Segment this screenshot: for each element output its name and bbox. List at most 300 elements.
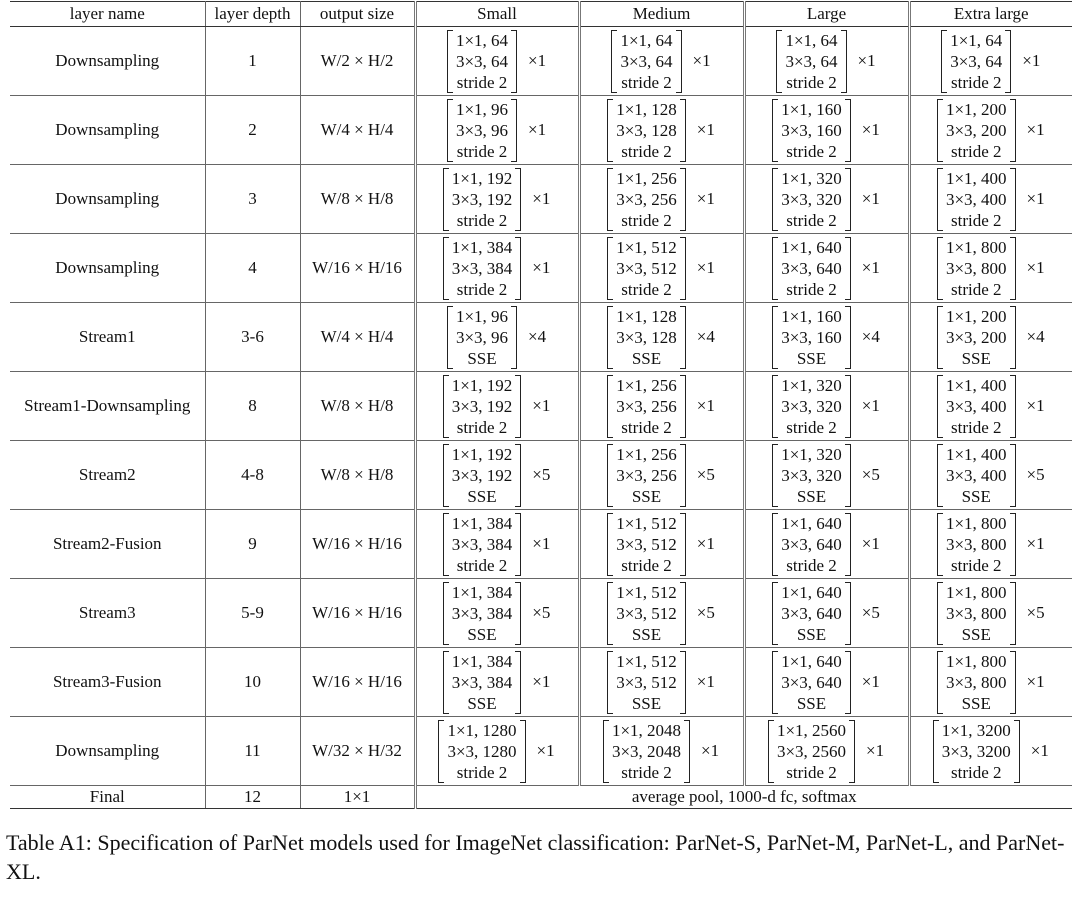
- spec-line: 1×1, 384: [451, 513, 513, 533]
- spec-line: stride 2: [950, 210, 1002, 230]
- spec-line: SSE: [467, 624, 497, 644]
- spec-line: 3×3, 1280: [447, 741, 517, 761]
- spec-line: 3×3, 640: [781, 672, 842, 692]
- table-row: [10, 579, 1072, 648]
- model-spec-cell: [909, 510, 1072, 579]
- matrix-bracket: [607, 375, 686, 438]
- spec-line: 1×1, 192: [451, 168, 513, 188]
- model-spec-cell: [909, 372, 1072, 441]
- matrix-bracket: [937, 306, 1016, 369]
- model-spec-cell: [415, 234, 579, 303]
- repeat-multiplier: ×1: [692, 51, 711, 70]
- spec-line: 1×1, 64: [455, 30, 509, 50]
- matrix-bracket: [772, 651, 851, 714]
- output-size-cell: W/16 × H/16: [300, 579, 415, 648]
- spec-group: [581, 30, 743, 93]
- output-size-cell: W/16 × H/16: [300, 510, 415, 579]
- spec-line: 1×1, 256: [616, 444, 677, 464]
- output-size-cell: W/4 × H/4: [300, 96, 415, 165]
- repeat-multiplier: ×1: [1022, 51, 1041, 70]
- spec-line: 3×3, 64: [620, 51, 673, 71]
- repeat-multiplier: ×5: [532, 465, 551, 484]
- header-cell: Small: [415, 2, 579, 27]
- matrix-bracket: [768, 720, 855, 783]
- spec-line: 3×3, 128: [616, 120, 677, 140]
- spec-line: stride 2: [621, 210, 672, 230]
- spec-line: 3×3, 192: [451, 465, 513, 485]
- spec-line: 3×3, 64: [455, 51, 509, 71]
- repeat-multiplier: ×1: [1026, 672, 1045, 691]
- spec-line: 1×1, 2048: [611, 720, 682, 740]
- table-row: [10, 717, 1072, 786]
- spec-line: SSE: [631, 486, 662, 506]
- model-spec-cell: [579, 648, 744, 717]
- spec-line: 1×1, 320: [781, 375, 842, 395]
- spec-line: 3×3, 2048: [611, 741, 682, 761]
- spec-line: 1×1, 192: [451, 375, 513, 395]
- table-row: [10, 165, 1072, 234]
- spec-line: 1×1, 400: [945, 444, 1007, 464]
- layer-depth-cell: 4: [205, 234, 300, 303]
- spec-line: 1×1, 160: [781, 99, 842, 119]
- model-spec-cell: [579, 303, 744, 372]
- model-spec-cell: [909, 234, 1072, 303]
- spec-line: stride 2: [950, 279, 1002, 299]
- model-spec-cell: [909, 648, 1072, 717]
- spec-group: [417, 168, 578, 231]
- matrix-bracket: [611, 30, 681, 93]
- spec-line: 3×3, 400: [945, 396, 1007, 416]
- spec-line: 3×3, 64: [950, 51, 1003, 71]
- spec-line: 3×3, 256: [616, 396, 677, 416]
- spec-line: SSE: [796, 624, 827, 644]
- spec-line: SSE: [467, 348, 497, 368]
- spec-line: 3×3, 640: [781, 534, 842, 554]
- table-row: [10, 234, 1072, 303]
- spec-table: [10, 1, 1072, 809]
- matrix-bracket: [937, 99, 1016, 162]
- spec-line: stride 2: [456, 141, 508, 161]
- layer-depth-cell: 10: [205, 648, 300, 717]
- layer-depth-cell: 5-9: [205, 579, 300, 648]
- spec-line: 1×1, 128: [616, 99, 677, 119]
- spec-line: 1×1, 96: [455, 99, 509, 119]
- spec-line: 1×1, 800: [945, 513, 1007, 533]
- repeat-multiplier: ×1: [1026, 396, 1045, 415]
- spec-group: [581, 444, 743, 507]
- matrix-bracket: [443, 513, 522, 576]
- spec-line: stride 2: [786, 210, 837, 230]
- matrix-bracket: [607, 651, 686, 714]
- repeat-multiplier: ×1: [701, 741, 720, 760]
- spec-line: 1×1, 800: [945, 582, 1007, 602]
- output-size-cell: W/16 × H/16: [300, 648, 415, 717]
- spec-group: [581, 237, 743, 300]
- spec-line: 3×3, 96: [455, 120, 509, 140]
- repeat-multiplier: ×1: [532, 534, 551, 553]
- header-cell: Large: [744, 2, 909, 27]
- spec-line: 3×3, 800: [945, 534, 1007, 554]
- model-spec-cell: [579, 165, 744, 234]
- spec-line: 3×3, 640: [781, 258, 842, 278]
- spec-line: 1×1, 1280: [447, 720, 517, 740]
- spec-line: 3×3, 512: [616, 603, 677, 623]
- table-body: [10, 27, 1072, 809]
- matrix-bracket: [447, 30, 517, 93]
- spec-line: SSE: [961, 486, 991, 506]
- spec-group: [746, 444, 908, 507]
- spec-group: [581, 720, 743, 783]
- model-spec-cell: [415, 510, 579, 579]
- output-size-cell: W/8 × H/8: [300, 372, 415, 441]
- repeat-multiplier: ×5: [861, 603, 880, 622]
- repeat-multiplier: ×1: [1026, 120, 1045, 139]
- matrix-bracket: [443, 237, 522, 300]
- model-spec-cell: [579, 717, 744, 786]
- spec-group: [417, 651, 578, 714]
- spec-line: 1×1, 384: [451, 651, 513, 671]
- table-caption: Table A1: Specification of ParNet models used for ImageNet classification: ParNet-S, ParNet-M, ParNet-L, and ParNet-XL.: [6, 830, 1065, 884]
- matrix-bracket: [443, 582, 522, 645]
- spec-line: 3×3, 400: [945, 465, 1007, 485]
- matrix-bracket: [447, 306, 517, 369]
- matrix-bracket: [772, 513, 851, 576]
- matrix-bracket: [447, 99, 517, 162]
- spec-line: stride 2: [950, 762, 1002, 782]
- repeat-multiplier: ×1: [532, 189, 551, 208]
- spec-line: 1×1, 640: [781, 237, 842, 257]
- model-spec-cell: [579, 510, 744, 579]
- matrix-bracket: [772, 237, 851, 300]
- spec-line: 3×3, 128: [616, 327, 677, 347]
- spec-line: stride 2: [950, 141, 1002, 161]
- matrix-bracket: [443, 375, 522, 438]
- spec-group: [746, 30, 908, 93]
- spec-line: 1×1, 640: [781, 582, 842, 602]
- spec-line: 3×3, 320: [781, 189, 842, 209]
- spec-group: [746, 651, 908, 714]
- model-spec-cell: [744, 510, 909, 579]
- model-spec-cell: [744, 96, 909, 165]
- repeat-multiplier: ×5: [696, 465, 715, 484]
- spec-line: 1×1, 512: [616, 651, 677, 671]
- spec-line: 3×3, 96: [455, 327, 509, 347]
- spec-group: [911, 30, 1073, 93]
- spec-line: 3×3, 256: [616, 189, 677, 209]
- spec-line: stride 2: [786, 141, 837, 161]
- repeat-multiplier: ×1: [861, 120, 880, 139]
- layer-depth-cell: 2: [205, 96, 300, 165]
- spec-group: [417, 513, 578, 576]
- spec-group: [417, 30, 578, 93]
- repeat-multiplier: ×1: [532, 396, 551, 415]
- model-spec-cell: [909, 165, 1072, 234]
- spec-line: 3×3, 192: [451, 396, 513, 416]
- spec-group: [581, 375, 743, 438]
- spec-line: stride 2: [786, 555, 837, 575]
- spec-line: 1×1, 128: [616, 306, 677, 326]
- output-size-cell: 1×1: [300, 786, 415, 809]
- spec-line: stride 2: [786, 279, 837, 299]
- repeat-multiplier: ×1: [536, 741, 555, 760]
- repeat-multiplier: ×1: [696, 396, 715, 415]
- spec-line: 1×1, 192: [451, 444, 513, 464]
- spec-line: SSE: [467, 693, 497, 713]
- layer-depth-cell: 12: [205, 786, 300, 809]
- matrix-bracket: [937, 582, 1016, 645]
- spec-line: 3×3, 800: [945, 672, 1007, 692]
- model-spec-cell: [415, 96, 579, 165]
- model-spec-cell: [579, 579, 744, 648]
- spec-line: stride 2: [456, 417, 508, 437]
- spec-line: 1×1, 160: [781, 306, 842, 326]
- spec-line: 3×3, 512: [616, 534, 677, 554]
- model-spec-cell: [744, 648, 909, 717]
- spec-line: SSE: [631, 348, 662, 368]
- matrix-bracket: [607, 582, 686, 645]
- spec-group: [911, 375, 1073, 438]
- spec-line: 1×1, 400: [945, 168, 1007, 188]
- matrix-bracket: [772, 582, 851, 645]
- repeat-multiplier: ×1: [528, 51, 547, 70]
- spec-line: SSE: [467, 486, 497, 506]
- layer-depth-cell: 3-6: [205, 303, 300, 372]
- repeat-multiplier: ×4: [528, 327, 547, 346]
- model-spec-cell: [744, 303, 909, 372]
- output-size-cell: W/8 × H/8: [300, 165, 415, 234]
- table-row: [10, 303, 1072, 372]
- model-spec-cell: [744, 717, 909, 786]
- spec-line: stride 2: [786, 762, 837, 782]
- spec-line: 1×1, 64: [620, 30, 673, 50]
- repeat-multiplier: ×1: [696, 189, 715, 208]
- spec-line: stride 2: [621, 762, 672, 782]
- final-spec-cell: average pool, 1000-d fc, softmax: [415, 786, 1072, 809]
- matrix-bracket: [607, 513, 686, 576]
- table-row: [10, 372, 1072, 441]
- spec-group: [581, 651, 743, 714]
- table-header-row: [10, 2, 1072, 27]
- matrix-bracket: [607, 444, 686, 507]
- spec-line: 3×3, 320: [781, 465, 842, 485]
- output-size-cell: W/8 × H/8: [300, 441, 415, 510]
- layer-name-cell: Downsampling: [10, 96, 205, 165]
- layer-depth-cell: 1: [205, 27, 300, 96]
- matrix-bracket: [443, 444, 522, 507]
- model-spec-cell: [744, 234, 909, 303]
- layer-name-cell: Downsampling: [10, 165, 205, 234]
- spec-group: [911, 444, 1073, 507]
- spec-group: [581, 168, 743, 231]
- model-spec-cell: [579, 234, 744, 303]
- spec-line: 1×1, 256: [616, 168, 677, 188]
- repeat-multiplier: ×5: [861, 465, 880, 484]
- model-spec-cell: [909, 27, 1072, 96]
- spec-group: [581, 582, 743, 645]
- repeat-multiplier: ×1: [696, 534, 715, 553]
- spec-line: stride 2: [950, 72, 1002, 92]
- spec-line: 3×3, 2560: [776, 741, 847, 761]
- model-spec-cell: [415, 165, 579, 234]
- repeat-multiplier: ×1: [1026, 534, 1045, 553]
- layer-name-cell: Stream3-Fusion: [10, 648, 205, 717]
- table-row: [10, 441, 1072, 510]
- spec-line: 1×1, 320: [781, 168, 842, 188]
- spec-line: stride 2: [621, 417, 672, 437]
- spec-line: 3×3, 3200: [941, 741, 1011, 761]
- matrix-bracket: [603, 720, 690, 783]
- matrix-bracket: [933, 720, 1020, 783]
- model-spec-cell: [415, 579, 579, 648]
- spec-group: [911, 582, 1073, 645]
- spec-group: [417, 237, 578, 300]
- matrix-bracket: [607, 306, 686, 369]
- spec-group: [581, 513, 743, 576]
- spec-line: SSE: [631, 624, 662, 644]
- model-spec-cell: [744, 165, 909, 234]
- layer-depth-cell: 4-8: [205, 441, 300, 510]
- repeat-multiplier: ×1: [861, 396, 880, 415]
- matrix-bracket: [443, 651, 522, 714]
- spec-line: 3×3, 384: [451, 603, 513, 623]
- repeat-multiplier: ×4: [861, 327, 880, 346]
- repeat-multiplier: ×1: [532, 672, 551, 691]
- matrix-bracket: [941, 30, 1011, 93]
- spec-line: 1×1, 512: [616, 582, 677, 602]
- spec-group: [417, 582, 578, 645]
- spec-line: 1×1, 640: [781, 513, 842, 533]
- model-spec-cell: [744, 441, 909, 510]
- spec-group: [581, 99, 743, 162]
- spec-line: SSE: [796, 348, 827, 368]
- matrix-bracket: [772, 375, 851, 438]
- spec-group: [581, 306, 743, 369]
- repeat-multiplier: ×1: [861, 534, 880, 553]
- model-spec-cell: [579, 96, 744, 165]
- spec-line: SSE: [961, 348, 991, 368]
- spec-line: 3×3, 512: [616, 672, 677, 692]
- spec-line: 1×1, 3200: [941, 720, 1011, 740]
- spec-group: [417, 720, 578, 783]
- spec-group: [911, 513, 1073, 576]
- spec-line: SSE: [796, 486, 827, 506]
- repeat-multiplier: ×1: [866, 741, 885, 760]
- spec-line: stride 2: [950, 417, 1002, 437]
- spec-group: [746, 99, 908, 162]
- spec-group: [911, 651, 1073, 714]
- spec-group: [911, 168, 1073, 231]
- table-row: [10, 96, 1072, 165]
- spec-line: 3×3, 320: [781, 396, 842, 416]
- layer-name-cell: Downsampling: [10, 234, 205, 303]
- spec-line: 3×3, 640: [781, 603, 842, 623]
- table-row: [10, 648, 1072, 717]
- model-spec-cell: [579, 372, 744, 441]
- spec-group: [417, 99, 578, 162]
- output-size-cell: W/4 × H/4: [300, 303, 415, 372]
- spec-group: [746, 375, 908, 438]
- layer-depth-cell: 8: [205, 372, 300, 441]
- spec-line: 1×1, 200: [945, 99, 1007, 119]
- spec-line: 1×1, 2560: [776, 720, 847, 740]
- model-spec-cell: [415, 27, 579, 96]
- spec-line: 3×3, 384: [451, 258, 513, 278]
- model-spec-cell: [415, 441, 579, 510]
- spec-group: [911, 306, 1073, 369]
- spec-line: 3×3, 200: [945, 120, 1007, 140]
- repeat-multiplier: ×1: [857, 51, 876, 70]
- repeat-multiplier: ×1: [861, 189, 880, 208]
- model-spec-cell: [909, 96, 1072, 165]
- spec-line: 1×1, 512: [616, 237, 677, 257]
- matrix-bracket: [443, 168, 522, 231]
- matrix-bracket: [772, 168, 851, 231]
- spec-line: 3×3, 384: [451, 534, 513, 554]
- spec-line: stride 2: [621, 72, 672, 92]
- matrix-bracket: [607, 168, 686, 231]
- spec-group: [911, 720, 1073, 783]
- model-spec-cell: [415, 648, 579, 717]
- spec-group: [746, 513, 908, 576]
- matrix-bracket: [937, 651, 1016, 714]
- repeat-multiplier: ×5: [696, 603, 715, 622]
- matrix-bracket: [607, 99, 686, 162]
- spec-line: 1×1, 384: [451, 237, 513, 257]
- spec-line: 3×3, 400: [945, 189, 1007, 209]
- model-spec-cell: [579, 441, 744, 510]
- spec-line: SSE: [631, 693, 662, 713]
- spec-line: SSE: [961, 693, 991, 713]
- spec-line: stride 2: [621, 141, 672, 161]
- layer-depth-cell: 9: [205, 510, 300, 579]
- repeat-multiplier: ×1: [696, 672, 715, 691]
- spec-group: [746, 237, 908, 300]
- spec-line: 1×1, 384: [451, 582, 513, 602]
- repeat-multiplier: ×5: [532, 603, 551, 622]
- header-cell: layer name: [10, 2, 205, 27]
- repeat-multiplier: ×1: [1030, 741, 1049, 760]
- header-cell: Medium: [579, 2, 744, 27]
- spec-line: 3×3, 160: [781, 327, 842, 347]
- repeat-multiplier: ×4: [696, 327, 715, 346]
- model-spec-cell: [415, 717, 579, 786]
- spec-group: [746, 306, 908, 369]
- spec-line: 1×1, 96: [455, 306, 509, 326]
- spec-line: 1×1, 64: [950, 30, 1003, 50]
- spec-line: SSE: [961, 624, 991, 644]
- header-cell: layer depth: [205, 2, 300, 27]
- model-spec-cell: [415, 372, 579, 441]
- spec-line: stride 2: [786, 417, 837, 437]
- model-spec-cell: [909, 441, 1072, 510]
- matrix-bracket: [607, 237, 686, 300]
- model-spec-cell: [415, 303, 579, 372]
- repeat-multiplier: ×1: [532, 258, 551, 277]
- spec-line: stride 2: [456, 279, 508, 299]
- layer-name-cell: Downsampling: [10, 27, 205, 96]
- spec-line: 1×1, 320: [781, 444, 842, 464]
- spec-group: [911, 99, 1073, 162]
- spec-group: [417, 375, 578, 438]
- spec-line: 1×1, 256: [616, 375, 677, 395]
- spec-line: stride 2: [456, 762, 508, 782]
- repeat-multiplier: ×5: [1026, 603, 1045, 622]
- matrix-bracket: [937, 444, 1016, 507]
- spec-line: stride 2: [456, 72, 508, 92]
- layer-name-cell: Stream1-Downsampling: [10, 372, 205, 441]
- output-size-cell: W/32 × H/32: [300, 717, 415, 786]
- spec-line: 1×1, 512: [616, 513, 677, 533]
